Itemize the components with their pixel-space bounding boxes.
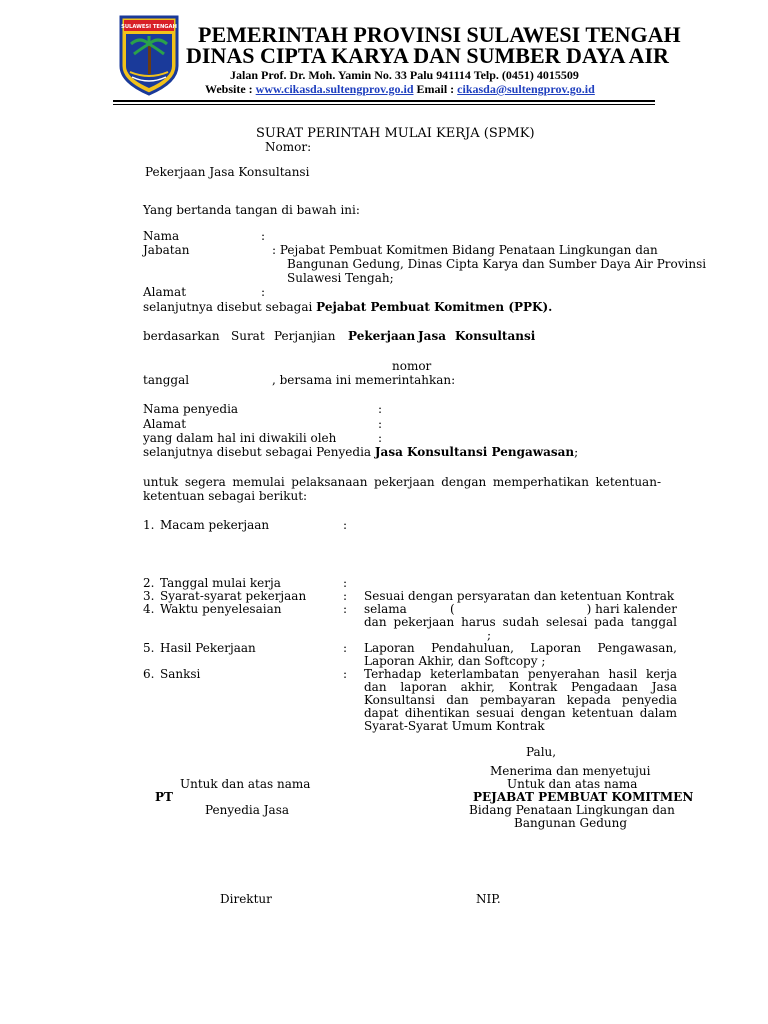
provider-address-colon: : [378,417,383,431]
email-label: Email : [413,82,458,96]
header-divider-thin [113,104,655,105]
provider-prefix: selanjutnya disebut sebagai Penyedia [143,445,375,459]
signer-address-label: Alamat [143,285,187,299]
left-sign-line1: Untuk dan atas nama [180,777,311,791]
basis-word-konsultansi: Konsultansi [455,329,536,343]
item2-colon: : [343,576,348,590]
item4-line2: dan pekerjaan harus sudah selesai pada tanggal [364,615,677,629]
item6-line2: dan laporan akhir, Kontrak Pengadaan Jasa [364,680,677,694]
provider-designation [143,446,578,459]
right-sign-nip: NIP. [476,892,501,906]
ppk-prefix: selanjutnya disebut sebagai [143,300,317,314]
instruction-lead: , bersama ini memerintahkan: [272,373,456,387]
item2-label: Tanggal mulai kerja [160,576,281,590]
item5-line2: Laporan Akhir, dan Softcopy ; [364,654,546,668]
item4-number: 4. [143,602,155,616]
item6-line4: dapat dihentikan sesuai dengan ketentuan dalam [364,706,677,720]
item3-text: Sesuai dengan persyaratan dan ketentuan Kontrak [364,589,675,603]
document-title: SURAT PERINTAH MULAI KERJA (SPMK) [256,126,535,141]
header-address: Jalan Prof. Dr. Moh. Yamin No. 33 Palu 941114 Telp. (0451) 4015509 [230,68,579,82]
logo-text: SULAWESI TENGAH [121,24,177,30]
right-sign-line3: PEJABAT PEMBUAT KOMITMEN [473,790,694,804]
province-emblem-logo [118,14,180,96]
instruction-line1: untuk segera memulai pelaksanaan pekerjaan dengan memperhatikan ketentuan- [143,475,661,489]
provider-address-label: Alamat [143,417,187,431]
signer-position-line1: : Pejabat Pembuat Komitmen Bidang Penataan Lingkungan dan [272,243,658,257]
document-number: Nomor: [265,140,312,154]
provider-suffix: ; [574,445,579,459]
provider-name-colon: : [378,402,383,416]
item1-label: Macam pekerjaan [160,518,270,532]
header-title-agency: DINAS CIPTA KARYA DAN SUMBER DAYA AIR [186,43,669,68]
item4-selama: selama [364,602,407,616]
provider-name-label: Nama penyedia [143,402,239,416]
left-sign-title: Direktur [220,892,272,906]
signer-position-line3: Sulawesi Tengah; [287,271,394,285]
provider-representative-colon: : [378,431,383,445]
right-sign-line1: Menerima dan menyetujui [490,764,651,778]
agreement-number-label: nomor [392,359,432,373]
item4-colon: : [343,602,348,616]
ppk-designation [143,301,552,314]
place-date: Palu, [526,745,557,759]
basis-word-surat: Surat [231,329,265,343]
left-sign-company: PT [155,790,173,804]
agreement-date-label: tanggal [143,373,190,387]
item4-paren-open: ( [450,602,455,616]
item6-label: Sanksi [160,667,201,681]
website-label: Website : [205,82,256,96]
instruction-line2: ketentuan sebagai berikut: [143,489,308,503]
item6-colon: : [343,667,348,681]
item5-label: Hasil Pekerjaan [160,641,256,655]
basis-word-pekerjaan: Pekerjaan [348,329,416,343]
signer-address-colon: : [261,285,266,299]
item1-number: 1. [143,518,155,532]
item3-colon: : [343,589,348,603]
website-link[interactable]: www.cikasda.sultengprov.go.id [255,82,414,96]
item5-number: 5. [143,641,155,655]
item4-days: ) hari kalender [586,602,677,616]
item6-line5: Syarat-Syarat Umum Kontrak [364,719,545,733]
right-sign-line2: Untuk dan atas nama [507,777,638,791]
header-contact [205,83,595,96]
signer-name-colon: : [261,229,266,243]
signer-position-label: Jabatan [143,243,190,257]
right-sign-line5: Bangunan Gedung [514,816,628,830]
item6-line1: Terhadap keterlambatan penyerahan hasil kerja [364,667,677,681]
item3-label: Syarat-syarat pekerjaan [160,589,307,603]
email-link[interactable]: cikasda@sultengprov.go.id [457,82,595,96]
left-sign-line3: Penyedia Jasa [205,803,290,817]
provider-bold: Jasa Konsultansi Pengawasan [374,445,575,459]
signer-name-label: Nama [143,229,180,243]
basis-word-jasa: Jasa [418,329,446,343]
item6-number: 6. [143,667,155,681]
package-name: Pekerjaan Jasa Konsultansi [145,165,310,179]
item5-line1: Laporan Pendahuluan, Laporan Pengawasan, [364,641,677,655]
ppk-bold: Pejabat Pembuat Komitmen (PPK). [316,300,553,314]
header-divider-thick [113,100,655,102]
right-sign-line4: Bidang Penataan Lingkungan dan [469,803,675,817]
item5-colon: : [343,641,348,655]
signer-position-line2: Bangunan Gedung, Dinas Cipta Karya dan Sumber Daya Air Provinsi [287,257,707,271]
item4-label: Waktu penyelesaian [160,602,282,616]
item6-line3: Konsultansi dan pembayaran kepada penyedia [364,693,677,707]
item2-number: 2. [143,576,155,590]
basis-word-berdasarkan: berdasarkan [143,329,220,343]
item1-colon: : [343,518,348,532]
item3-number: 3. [143,589,155,603]
item4-line3: ; [487,628,492,642]
provider-representative-label: yang dalam hal ini diwakili oleh [143,431,337,445]
header-title-province: PEMERINTAH PROVINSI SULAWESI TENGAH [198,22,681,47]
basis-word-perjanjian: Perjanjian [274,329,336,343]
intro-text: Yang bertanda tangan di bawah ini: [143,203,360,217]
